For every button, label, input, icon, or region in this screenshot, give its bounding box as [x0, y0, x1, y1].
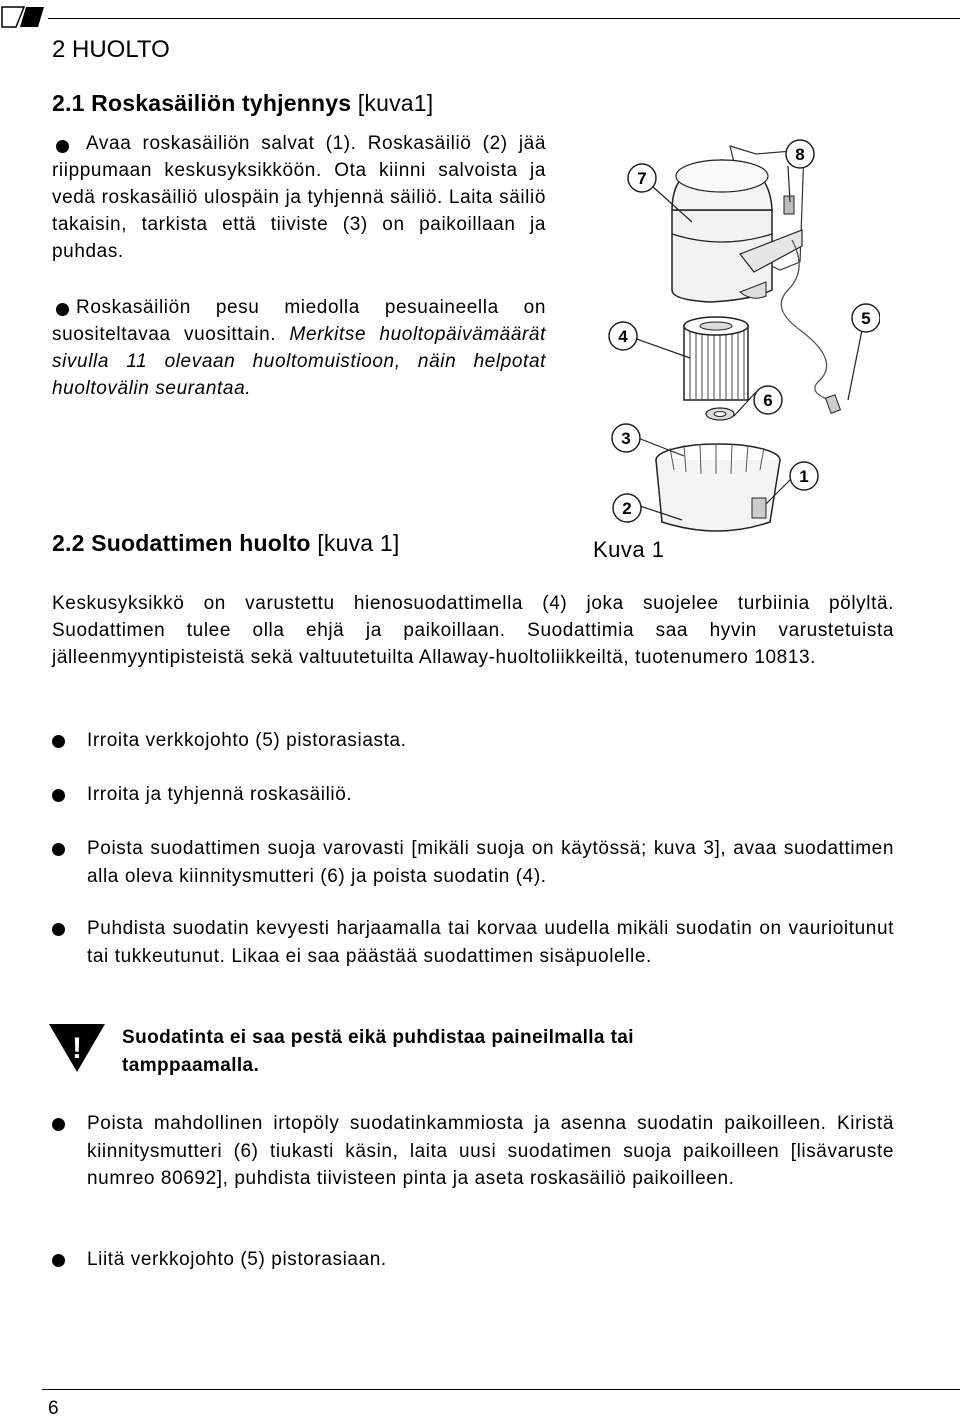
callout-5	[852, 304, 880, 332]
svg-text:6: 6	[763, 391, 773, 410]
callout-2	[613, 494, 641, 522]
main-heading: 2 HUOLTO	[52, 36, 170, 63]
section-ref: [kuva1]	[357, 90, 434, 116]
step-5: Poista mahdollinen irtopöly suodatinkammiosta ja asenna suodatin paikoilleen. Kiristä kiinnitysmutteri (6) tiukasti käsin, laita uusi suodatimen suoja paikoilleen [lisävaruste numreo 80692], puhdista tiivisteen pinta ja aseta roskasäiliö paikoilleen.	[87, 1113, 894, 1189]
section-heading-2-2	[52, 530, 399, 557]
figure-caption: Kuva 1	[593, 537, 665, 562]
warning-icon	[47, 1022, 107, 1074]
svg-text:1: 1	[799, 467, 809, 486]
bullet-dot	[52, 1118, 65, 1131]
svg-text:3: 3	[621, 429, 631, 448]
svg-text:5: 5	[861, 309, 871, 328]
document-corner-icon	[0, 3, 48, 31]
callout-3	[612, 424, 640, 452]
warning-text: Suodatinta ei saa pestä eikä puhdistaa paineilmalla tai tamppaamalla.	[122, 1027, 634, 1076]
bullet-dot	[52, 843, 65, 856]
section-ref: [kuva 1]	[317, 530, 400, 556]
bullet-dot	[52, 923, 65, 936]
callout-4	[609, 322, 637, 350]
bullet-dot	[52, 1254, 65, 1267]
svg-text:2: 2	[622, 499, 632, 518]
svg-text:4: 4	[618, 327, 628, 346]
page-number: 6	[48, 1398, 59, 1419]
vacuum-unit-exploded-diagram	[580, 130, 880, 540]
bullet-2-plain: Roskasäiliön pesu miedolla pesuaineella on suositeltavaa vuosittain.	[52, 297, 546, 345]
step-4: Puhdista suodatin kevyesti harjaamalla tai korvaa uudella mikäli suodatin on vaurioitunut tai tukkeutunut. Likaa ei saa päästää suodattimen sisäpuolelle.	[87, 918, 894, 967]
top-rule	[48, 18, 960, 19]
bullet-dot	[52, 735, 65, 748]
step-2: Irroita ja tyhjennä roskasäiliö.	[87, 784, 353, 805]
svg-text:!: !	[72, 1032, 82, 1065]
svg-text:8: 8	[795, 145, 805, 164]
bullet-dot	[52, 789, 65, 802]
section-heading-2-1	[52, 90, 433, 117]
section1-bullet-2	[52, 294, 546, 402]
step-6: Liitä verkkojohto (5) pistorasiaan.	[87, 1249, 387, 1270]
bullet-2-italic: Merkitse huoltopäivämäärät sivulla 11 olevaan huoltomuistioon, näin helpotat huoltovälin seurantaa.	[52, 324, 546, 399]
section2-intro: Keskusyksikkö on varustettu hienosuodattimella (4) joka suojelee turbiinia pölyltä. Suodattimen tulee olla ehjä ja paikoillaan. Suodattimia saa hyvin varustetuista jälleenmyyntipisteistä sekä valtuutetuilta Allaway-huoltoliikkeiltä, tuotenumero 10813.	[52, 593, 894, 668]
callout-6	[754, 386, 782, 414]
section-title: 2.2 Suodattimen huolto	[52, 530, 311, 556]
step-1: Irroita verkkojohto (5) pistorasiasta.	[87, 730, 407, 751]
svg-text:7: 7	[637, 169, 647, 188]
step-3: Poista suodattimen suoja varovasti [mikäli suoja on käytössä; kuva 3], avaa suodattimen alla oleva kiinnitysmutteri (6) ja poista suodatin (4).	[87, 838, 894, 887]
callout-7	[628, 164, 656, 192]
callout-1	[790, 462, 818, 490]
callout-8	[786, 140, 814, 168]
section-title: 2.1 Roskasäiliön tyhjennys	[52, 90, 352, 116]
bottom-rule	[42, 1389, 960, 1390]
section1-bullet-1: Avaa roskasäiliön salvat (1). Roskasäiliö (2) jää riippumaan keskusyksikköön. Ota kiinni salvoista ja vedä roskasäiliö ulospäin ja tyhjennä säiliö. Laita säiliö takaisin, tarkista että tiiviste (3) on paikoillaan ja puhdas.	[52, 133, 546, 262]
